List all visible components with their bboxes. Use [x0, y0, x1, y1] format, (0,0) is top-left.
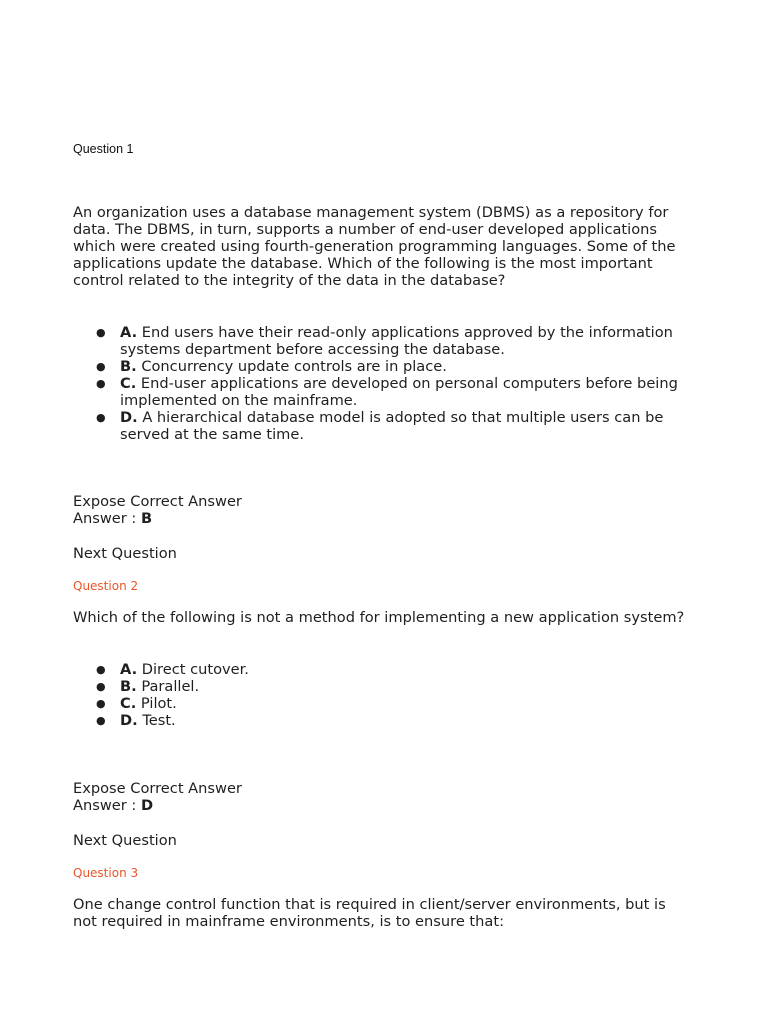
option-letter: B.: [120, 358, 137, 375]
bullet-icon: ●: [96, 680, 106, 693]
question-1-answer: [73, 510, 152, 527]
question-2-option-d: [96, 712, 700, 729]
bullet-icon: ●: [96, 714, 106, 727]
bullet-icon: ●: [96, 411, 106, 424]
answer-value: D: [140, 797, 154, 814]
question-1-option-c: [96, 375, 700, 409]
option-text: End-user applications are developed on personal computers before being implemented on the mainframe.: [120, 375, 678, 409]
option-text: Concurrency update controls are in place.: [141, 358, 447, 375]
question-2-text: Which of the following is not a method for implementing a new application system?: [73, 609, 685, 626]
option-text: Direct cutover.: [141, 661, 249, 678]
option-letter: A.: [120, 324, 138, 341]
option-letter: D.: [120, 409, 138, 426]
question-1-option-a: [96, 324, 700, 358]
question-2-next-question-link[interactable]: Next Question: [73, 832, 177, 849]
answer-value: B: [140, 510, 153, 527]
option-letter: D.: [120, 712, 138, 729]
bullet-icon: ●: [96, 360, 106, 373]
question-1-text: An organization uses a database management system (DBMS) as a repository for data. The DBMS, in turn, supports a number of end-user developed applications which were created using fourth-generation programming languages. Some of the applications update the database. Which of the following is the most important control related to the integrity of the data in the database?: [73, 204, 676, 289]
bullet-icon: ●: [96, 697, 106, 710]
question-2-expose-answer-link[interactable]: Expose Correct Answer: [73, 780, 242, 797]
option-letter: C.: [120, 375, 137, 392]
question-1-option-b: [96, 358, 700, 375]
question-1-options: [73, 324, 700, 443]
answer-prefix: Answer :: [73, 797, 141, 814]
answer-prefix: Answer :: [73, 510, 141, 527]
question-2-options: [73, 661, 700, 729]
bullet-icon: ●: [96, 326, 106, 339]
question-1-expose-answer-link[interactable]: Expose Correct Answer: [73, 493, 242, 510]
option-text: End users have their read-only applications approved by the information systems department before accessing the database.: [120, 324, 673, 358]
bullet-icon: ●: [96, 663, 106, 676]
question-1-option-d: [96, 409, 700, 443]
option-text: Test.: [142, 712, 176, 729]
question-1-label: Question 1: [73, 142, 134, 156]
option-letter: C.: [120, 695, 137, 712]
option-text: A hierarchical database model is adopted so that multiple users can be served at the same time.: [120, 409, 664, 443]
question-2-option-a: [96, 661, 700, 678]
question-3-text: One change control function that is required in client/server environments, but is not required in mainframe environments, is to ensure that:: [73, 896, 666, 930]
question-2-option-b: [96, 678, 700, 695]
question-2-option-c: [96, 695, 700, 712]
option-letter: A.: [120, 661, 138, 678]
option-letter: B.: [120, 678, 137, 695]
question-2-label: Question 2: [73, 579, 139, 593]
question-1-next-question-link[interactable]: Next Question: [73, 545, 177, 562]
bullet-icon: ●: [96, 377, 106, 390]
option-text: Parallel.: [141, 678, 200, 695]
question-3-label: Question 3: [73, 866, 139, 880]
option-text: Pilot.: [140, 695, 177, 712]
question-2-answer: [73, 797, 153, 814]
